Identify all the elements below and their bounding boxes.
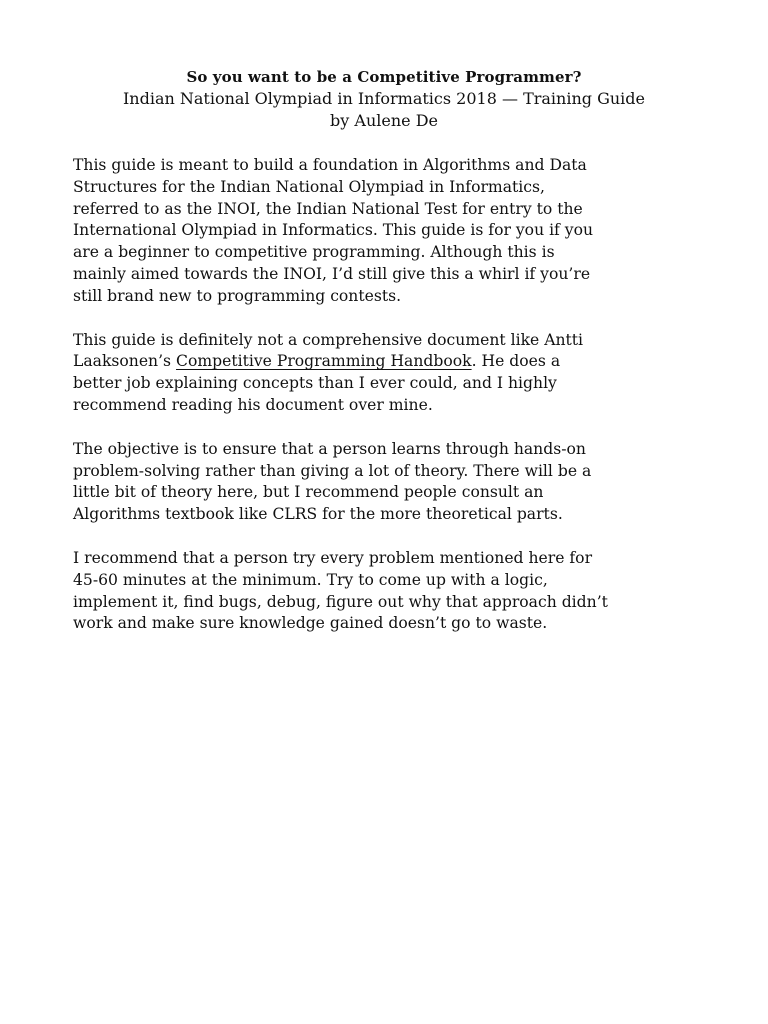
text-line — [73, 351, 703, 373]
document-body — [73, 155, 703, 657]
handbook-link[interactable]: Competitive Programming Handbook — [176, 352, 472, 371]
text-fragment: Laaksonen’s — [73, 352, 177, 371]
document-title: So you want to be a Competitive Programmer? — [186, 68, 582, 86]
text-line: implement it, find bugs, debug, figure out why that approach didn’t — [73, 592, 608, 611]
text-line: referred to as the INOI, the Indian National Test for entry to the — [73, 199, 583, 218]
text-line: This guide is meant to build a foundation in Algorithms and Data — [73, 156, 587, 174]
text-line: Structures for the Indian National Olympiad in Informatics, — [73, 177, 545, 196]
document-byline: by Aulene De — [330, 111, 438, 130]
text-line: little bit of theory here, but I recommend people consult an — [73, 483, 544, 502]
paragraph-recommendation — [73, 548, 703, 635]
text-line: Algorithms textbook like CLRS for the more theoretical parts. — [73, 505, 563, 524]
paragraph-objective — [73, 439, 703, 526]
text-fragment: . He does a — [471, 352, 561, 371]
text-line: I recommend that a person try every problem mentioned here for — [73, 548, 593, 567]
text-line: This guide is definitely not a comprehensive document like Antti — [73, 330, 584, 349]
text-line: mainly aimed towards the INOI, I’d still give this a whirl if you’re — [73, 264, 591, 283]
document-header — [0, 66, 768, 132]
text-line: still brand new to programming contests. — [73, 286, 402, 305]
text-line: recommend reading his document over mine. — [73, 395, 433, 414]
document-subtitle: Indian National Olympiad in Informatics 2018 — Training Guide — [122, 89, 646, 108]
text-line: better job explaining concepts than I ever could, and I highly — [73, 374, 557, 393]
text-line: The objective is to ensure that a person learns through hands-on — [73, 439, 586, 458]
paragraph-intro — [73, 155, 703, 308]
text-line: International Olympiad in Informatics. This guide is for you if you — [73, 221, 594, 240]
text-line: 45-60 minutes at the minimum. Try to come up with a logic, — [73, 570, 548, 589]
paragraph-handbook — [73, 330, 703, 417]
text-line: problem-solving rather than giving a lot of theory. There will be a — [73, 461, 592, 480]
text-line: are a beginner to competitive programming. Although this is — [73, 243, 555, 262]
text-line: work and make sure knowledge gained doesn’t go to waste. — [73, 614, 548, 633]
